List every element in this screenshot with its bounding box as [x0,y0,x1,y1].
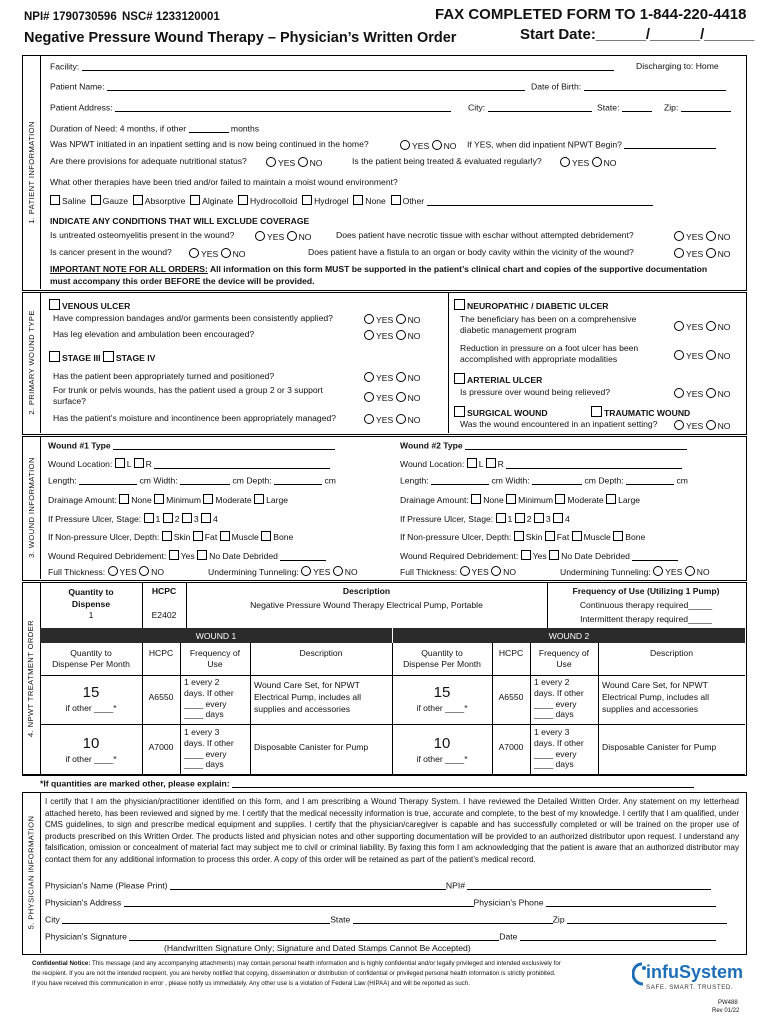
physician-city: City State Zip [45,915,727,924]
signature-note: (Handwritten Signature Only; Signature and Dated Stamps Cannot Be Accepted) [164,943,471,953]
q-fistula-answers: YES NO [674,248,730,259]
wound-2-thickness: Full Thickness: YES NO [400,567,517,577]
q-compression-answers: YES NO [364,314,420,325]
w2-row2-desc: Disposable Canister for Pump [602,742,717,752]
wound-2-location: Wound Location: L R [400,458,682,469]
wound-2-undermining: Undermining Tunneling: YES NO [560,567,710,577]
patient-name-label: Patient Name: [50,82,525,91]
q-pressure-answers: YES NO [674,388,730,399]
w1-row1-other: if other ____* [65,703,117,713]
checkbox-minimum[interactable] [154,494,164,504]
city-field[interactable] [488,103,592,112]
wound-2-type-field[interactable] [465,441,687,450]
wound-2-location-field[interactable] [506,460,682,469]
discharging-to: Discharging to: Home [636,61,719,71]
checkbox-stage-4[interactable] [201,513,211,523]
wound-1-bar: WOUND 1 [40,628,392,643]
wound-2-drainage: Drainage Amount: None Minimum Moderate Large [400,495,641,505]
radio-no[interactable] [298,157,308,167]
w1-row1-hcpc: A6550 [148,692,174,702]
checkbox-none[interactable] [471,494,481,504]
traumatic-wound: TRAUMATIC WOUND [591,406,690,418]
checkbox-muscle[interactable] [572,531,582,541]
checkbox-gauze[interactable] [91,195,101,205]
checkbox-moderate[interactable] [555,494,565,504]
checkbox-muscle[interactable] [220,531,230,541]
radio-no[interactable] [396,392,406,402]
w2-row1-freq: 1 every 2 days. If other ____ every ____ days [534,677,584,720]
freq-header: Frequency of Use (Utilizing 1 Pump) [572,586,720,596]
w2-row1-other: if other ____* [416,703,468,713]
checkbox-hydrocolloid[interactable] [238,195,248,205]
q-leg-answers: YES NO [364,330,420,341]
duration-of-need: Duration of Need: 4 months, if other months [50,123,260,134]
q-therapies: What other therapies have been tried and/or failed to maintain a moist wound environment? [50,177,398,187]
section-label-wound-info: 3. WOUND INFORMATION [26,457,36,558]
confidential-notice: Confidential Notice: This message (and any accompanying attachments) may contain personal health information and is highly confidential and/or legally privileged and intended exclusively for the recipient. If you are not the intended recipient, you are hereby notified that copying, dissemination or distribution of confidential or privileged personal health information is strictly prohibited. If you have received this communication in error , please notify us immediately. Any other use is a violation of Federal Law (HIPAA) and will be reported as such. [32,960,561,987]
q-osteomyelitis: Is untreated osteomyelitis present in the wound? [50,230,235,240]
q-moisture: Has the patient's moisture and incontinence been appropriately managed? [53,413,337,423]
state-field[interactable] [622,103,652,112]
checkbox-traumatic[interactable] [591,406,602,417]
checkbox-stage-3[interactable] [49,351,60,362]
zip-label: Zip: [664,103,731,112]
wound-2-depth: If Non-pressure Ulcer, Depth: Skin Fat Muscle Bone [400,532,646,542]
checkbox-yes[interactable] [521,550,531,560]
section-label-wound-type: 2. PRIMARY WOUND TYPE [26,310,36,415]
checkbox-venous[interactable] [49,299,60,310]
form-id: PW488 [718,1000,738,1006]
checkbox-stage-1[interactable] [496,513,506,523]
radio-yes[interactable] [301,566,311,576]
radio-no[interactable] [706,420,716,430]
q-treated-answers: YES NO [560,157,616,168]
q-necrotic-answers: YES NO [674,231,730,242]
w1-row2-desc: Disposable Canister for Pump [254,742,369,752]
radio-yes[interactable] [189,248,199,258]
w2-freq-header: Frequency of Use [538,648,590,669]
q-nutrition-answers: YES NO [266,157,322,168]
radio-yes[interactable] [364,414,374,424]
infusystem-logo [632,960,752,998]
therapy-options: Saline Gauze Absorptive Alginate Hydrocolloid Hydrogel None Other [50,195,653,206]
radio-no[interactable] [706,248,716,258]
radio-no[interactable] [706,321,716,331]
checkbox-hydrogel[interactable] [302,195,312,205]
radio-yes[interactable] [364,330,374,340]
w1-row2-freq: 1 every 3 days. If other ____ every ____ days [184,727,234,770]
freq-continuous: Continuous therapy required_____ [579,600,713,610]
q-trunk-2: surface? [53,396,86,406]
stage-options: STAGE III STAGE IV [49,351,155,363]
radio-yes[interactable] [364,372,374,382]
checkbox-skin[interactable] [162,531,172,541]
radio-no[interactable] [396,314,406,324]
q-fistula: Does patient have a fistula to an organ or body cavity within the vicinity of the wound? [308,247,634,257]
checkbox-stage-1[interactable] [144,513,154,523]
q-diabetic-2: diabetic management program [460,325,577,335]
checkbox-bone[interactable] [261,531,271,541]
q-cancer-answers: YES NO [189,248,245,259]
nsc-number: NSC# 1233120001 [122,11,220,23]
wound-1-debridement: Wound Required Debridement: Yes No Date Debrided [48,550,326,561]
w2-qty-header: Quantity to Dispense Per Month [403,648,481,669]
radio-no[interactable] [139,566,149,576]
physician-phone-field[interactable] [546,898,716,907]
q-pressure-relieved: Is pressure over wound being relieved? [460,387,611,397]
logo-wordmark: infuSystem [646,962,744,982]
w1-desc-header: Description [299,648,343,658]
qty-value: 1 [88,610,94,620]
start-date: Start Date:______/______/______ [520,26,755,43]
physician-address: Physician's Address Physician's Phone [45,898,716,907]
form-revision: Rev 01/22 [712,1008,740,1014]
checkbox-stage-2[interactable] [515,513,525,523]
explain-field[interactable] [232,779,694,788]
radio-no[interactable] [333,566,343,576]
wound-1-type: Wound #1 Type [48,441,335,450]
q-nutrition: Are there provisions for adequate nutritional status? [50,156,247,166]
w2-row2-other: if other ____* [416,754,468,764]
radio-no[interactable] [685,566,695,576]
radio-yes[interactable] [674,248,684,258]
q-turned-answers: YES NO [364,372,420,383]
q-diabetic: The beneficiary has been on a comprehensive [460,314,637,324]
q-trunk: For trunk or pelvis wounds, has the patient used a group 2 or 3 support [53,385,323,395]
wound-2-stage: If Pressure Ulcer, Stage: 1 2 3 4 [400,514,570,524]
radio-yes[interactable] [674,388,684,398]
checkbox-fat[interactable] [193,531,203,541]
form-title: Negative Pressure Wound Therapy – Physician’s Written Order [24,30,457,46]
desc-header: Description [342,586,391,596]
checkbox-saline[interactable] [50,195,60,205]
q-leg-elevation: Has leg elevation and ambulation been encouraged? [53,329,255,339]
q-reduction-2: accomplished with appropriate modalities [460,354,618,364]
state-label: State: [597,103,652,112]
w1-row2-hcpc: A7000 [148,742,174,752]
w2-desc-header: Description [650,648,693,658]
w1-row2-other: if other ____* [65,754,117,764]
radio-yes[interactable] [560,157,570,167]
checkbox-stage-4[interactable] [103,351,114,362]
radio-no[interactable] [592,157,602,167]
address-label: Patient Address: [50,103,451,112]
w2-row1-qty: 15 [433,684,451,701]
radio-yes[interactable] [653,566,663,576]
checkbox-yes[interactable] [169,550,179,560]
q-turned: Has the patient been appropriately turned and positioned? [53,371,275,381]
q-when: If YES, when did inpatient NPWT Begin? [467,140,716,149]
w1-row1-freq: 1 every 2 days. If other ____ every ____ days [184,677,234,720]
duration-field[interactable] [189,124,229,133]
hcpc-value: E2402 [151,610,177,620]
radio-yes[interactable] [266,157,276,167]
patient-name-field[interactable] [107,82,525,91]
radio-yes[interactable] [674,321,684,331]
q-osteo-answers: YES NO [255,231,311,242]
radio-no[interactable] [706,231,716,241]
w1-freq-header: Frequency of Use [189,648,241,669]
w2-row2-hcpc: A7000 [498,742,524,752]
q-trunk-answers: YES NO [364,392,420,403]
fax-number: FAX COMPLETED FORM TO 1-844-220-4418 [435,6,747,23]
radio-yes[interactable] [400,140,410,150]
radio-yes[interactable] [674,231,684,241]
signature-field[interactable] [129,932,499,941]
radio-no[interactable] [396,372,406,382]
w2-row2-qty: 10 [433,735,451,752]
explain-other: *If quantities are marked other, please explain: [40,779,694,788]
checkbox-left[interactable] [467,458,477,468]
wound-1-depth: If Non-pressure Ulcer, Depth: Skin Fat Muscle Bone [48,532,294,542]
q-inpatient: Was NPWT initiated in an inpatient setting and is now being continued in the home? [50,139,369,149]
dob-label: Date of Birth: [531,82,726,91]
when-field[interactable] [624,140,716,149]
dob-field[interactable] [584,82,726,91]
checkbox-no[interactable] [549,550,559,560]
exclude-title: INDICATE ANY CONDITIONS THAT WILL EXCLUDE COVERAGE [50,216,310,226]
checkbox-none[interactable] [119,494,129,504]
other-therapy-field[interactable] [427,197,653,206]
radio-no[interactable] [706,388,716,398]
freq-intermittent: Intermittent therapy required_____ [580,614,712,624]
physician-name: Physician's Name (Please Print) NPI# [45,881,711,890]
checkbox-stage-3[interactable] [534,513,544,523]
q-cancer: Is cancer present in the wound? [50,247,172,257]
radio-no[interactable] [396,330,406,340]
checkbox-stage-4[interactable] [553,513,563,523]
important-note: IMPORTANT NOTE FOR ALL ORDERS: All information on this form MUST be supported in the patient’s clinical chart and copies of the supportive documentation [50,264,708,274]
npi-field[interactable] [467,881,711,890]
w1-qty-header: Quantity to Dispense Per Month [52,648,130,669]
q-inpatient-wound-answers: YES NO [674,420,730,431]
physician-name-field[interactable] [170,881,446,890]
checkbox-moderate[interactable] [203,494,213,504]
logo-tagline: SAFE. SMART. TRUSTED. [646,984,734,991]
checkbox-none[interactable] [353,195,363,205]
q-inpatient-wound: Was the wound encountered in an inpatient setting? [460,419,658,429]
q-inpatient-answers: YES NO [400,140,456,151]
date-field[interactable] [520,932,716,941]
surgical-wound: SURGICAL WOUND [454,406,548,418]
radio-yes[interactable] [364,392,374,402]
checkbox-surgical[interactable] [454,406,465,417]
q-diabetic-answers: YES NO [674,321,730,332]
wound-2-bar: WOUND 2 [393,628,745,643]
physician-address-field[interactable] [124,898,474,907]
wound-2-measurements: Length: cm Width: cm Depth: cm [400,475,688,486]
radio-yes[interactable] [460,566,470,576]
q-compression: Have compression bandages and/or garments been consistently applied? [53,313,333,323]
arterial-ulcer: ARTERIAL ULCER [454,373,542,385]
checkbox-other[interactable] [391,195,401,205]
w2-row2-freq: 1 every 3 days. If other ____ every ____ days [534,727,584,770]
checkbox-skin[interactable] [514,531,524,541]
checkbox-stage-2[interactable] [163,513,173,523]
radio-no[interactable] [287,231,297,241]
wound-1-drainage: Drainage Amount: None Minimum Moderate Large [48,495,289,505]
hcpc-header: HCPC [151,586,177,596]
checkbox-large[interactable] [606,494,616,504]
wound-1-location: Wound Location: L R [48,458,330,469]
wound-2-debridement: Wound Required Debridement: Yes No Date Debrided [400,550,678,561]
w2-row1-desc: Wound Care Set, for NPWT Electrical Pump, includes all supplies and accessories [602,680,709,715]
radio-yes[interactable] [674,350,684,360]
w2-hcpc-header: HCPC [498,648,524,658]
section-label-physician: 5. PHYSICIAN INFORMATION [26,815,36,930]
q-reduction-answers: YES NO [674,350,730,361]
physician-signature: Physician's Signature Date [45,932,716,941]
facility-label: Facility: [50,62,614,71]
checkbox-neuropathic[interactable] [454,299,465,310]
radio-yes[interactable] [255,231,265,241]
venous-ulcer: VENOUS ULCER [49,299,130,311]
radio-no[interactable] [432,140,442,150]
wound-1-undermining: Undermining Tunneling: YES NO [208,567,358,577]
q-necrotic: Does patient have necrotic tissue with eschar without attempted debridement? [336,230,634,240]
desc-value: Negative Pressure Wound Therapy Electrical Pump, Portable [250,600,483,610]
checkbox-large[interactable] [254,494,264,504]
neuropathic-ulcer: NEUROPATHIC / DIABETIC ULCER [454,299,608,311]
radio-no[interactable] [706,350,716,360]
w1-row1-desc: Wound Care Set, for NPWT Electrical Pump, includes all supplies and accessories [254,680,361,715]
wound-2-type: Wound #2 Type [400,441,687,450]
radio-no[interactable] [396,414,406,424]
radio-yes[interactable] [364,314,374,324]
zip-field[interactable] [681,103,731,112]
checkbox-stage-3[interactable] [182,513,192,523]
checkbox-right[interactable] [486,458,496,468]
w1-row2-qty: 10 [82,735,100,752]
important-note-line2: must accompany this order BEFORE the device will be provided. [50,276,315,286]
city-label: City: [468,103,592,112]
q-reduction: Reduction in pressure on a foot ulcer has been [460,343,639,353]
checkbox-bone[interactable] [613,531,623,541]
physician-zip-field[interactable] [567,915,727,924]
npi-number: NPI# 1790730596 [24,11,117,23]
section-label-treatment: 4. NPWT TREATMENT ORDER [26,619,36,737]
section-label-patient: 1. PATIENT INFORMATION [26,120,36,224]
checkbox-minimum[interactable] [506,494,516,504]
wound-1-thickness: Full Thickness: YES NO [48,567,165,577]
certification-text: I certify that I am the physician/practitioner identified on this form, and I am prescribing a Wound Therapy System. I have reviewed the Detailed Written Order. Any statement on my letterhead attached hereto, has been reviewed and signed by me. I certify that the medical necessity information is true, accurate and complete, to the best of my knowledge. I certify that I am qualified, under CMS guidelines, to sign and prescribe medical equipment and supplies. I certify that the physician/caregiver is capable and has successfully completed or will be trained on the proper use of products prescribed on this Written Order. The products listed and physician notes and other supporting documentation will be provided to an authorized distributor upon request. I understand any falsification, omission or concealment of material fact may subject me to civil or criminal liability. By faxing this form I am acknowledging that the patient is aware that an authorized distributor may contact them for any additional information to process this order. A copy of this order will be retained as part of the patient’s medical record. [45,797,739,864]
checkbox-absorptive[interactable] [133,195,143,205]
checkbox-fat[interactable] [545,531,555,541]
w1-row1-qty: 15 [82,684,100,701]
checkbox-no[interactable] [197,550,207,560]
checkbox-left[interactable] [115,458,125,468]
wound-1-location-field[interactable] [154,460,330,469]
facility-field[interactable] [82,62,614,71]
physician-state-field[interactable] [353,915,553,924]
address-field[interactable] [115,103,451,112]
qty-header: Quantity to Dispense [68,587,114,609]
checkbox-arterial[interactable] [454,373,465,384]
checkbox-right[interactable] [134,458,144,468]
q-treated: Is the patient being treated & evaluated regularly? [352,156,542,166]
w1-hcpc-header: HCPC [148,648,174,658]
radio-yes[interactable] [108,566,118,576]
radio-no[interactable] [491,566,501,576]
wound-1-stage: If Pressure Ulcer, Stage: 1 2 3 4 [48,514,218,524]
q-moisture-answers: YES NO [364,414,420,425]
physician-city-field[interactable] [62,915,330,924]
radio-no[interactable] [221,248,231,258]
w2-row1-hcpc: A6550 [498,692,524,702]
wound-1-measurements: Length: cm Width: cm Depth: cm [48,475,336,486]
checkbox-alginate[interactable] [190,195,200,205]
wound-1-type-field[interactable] [113,441,335,450]
radio-yes[interactable] [674,420,684,430]
